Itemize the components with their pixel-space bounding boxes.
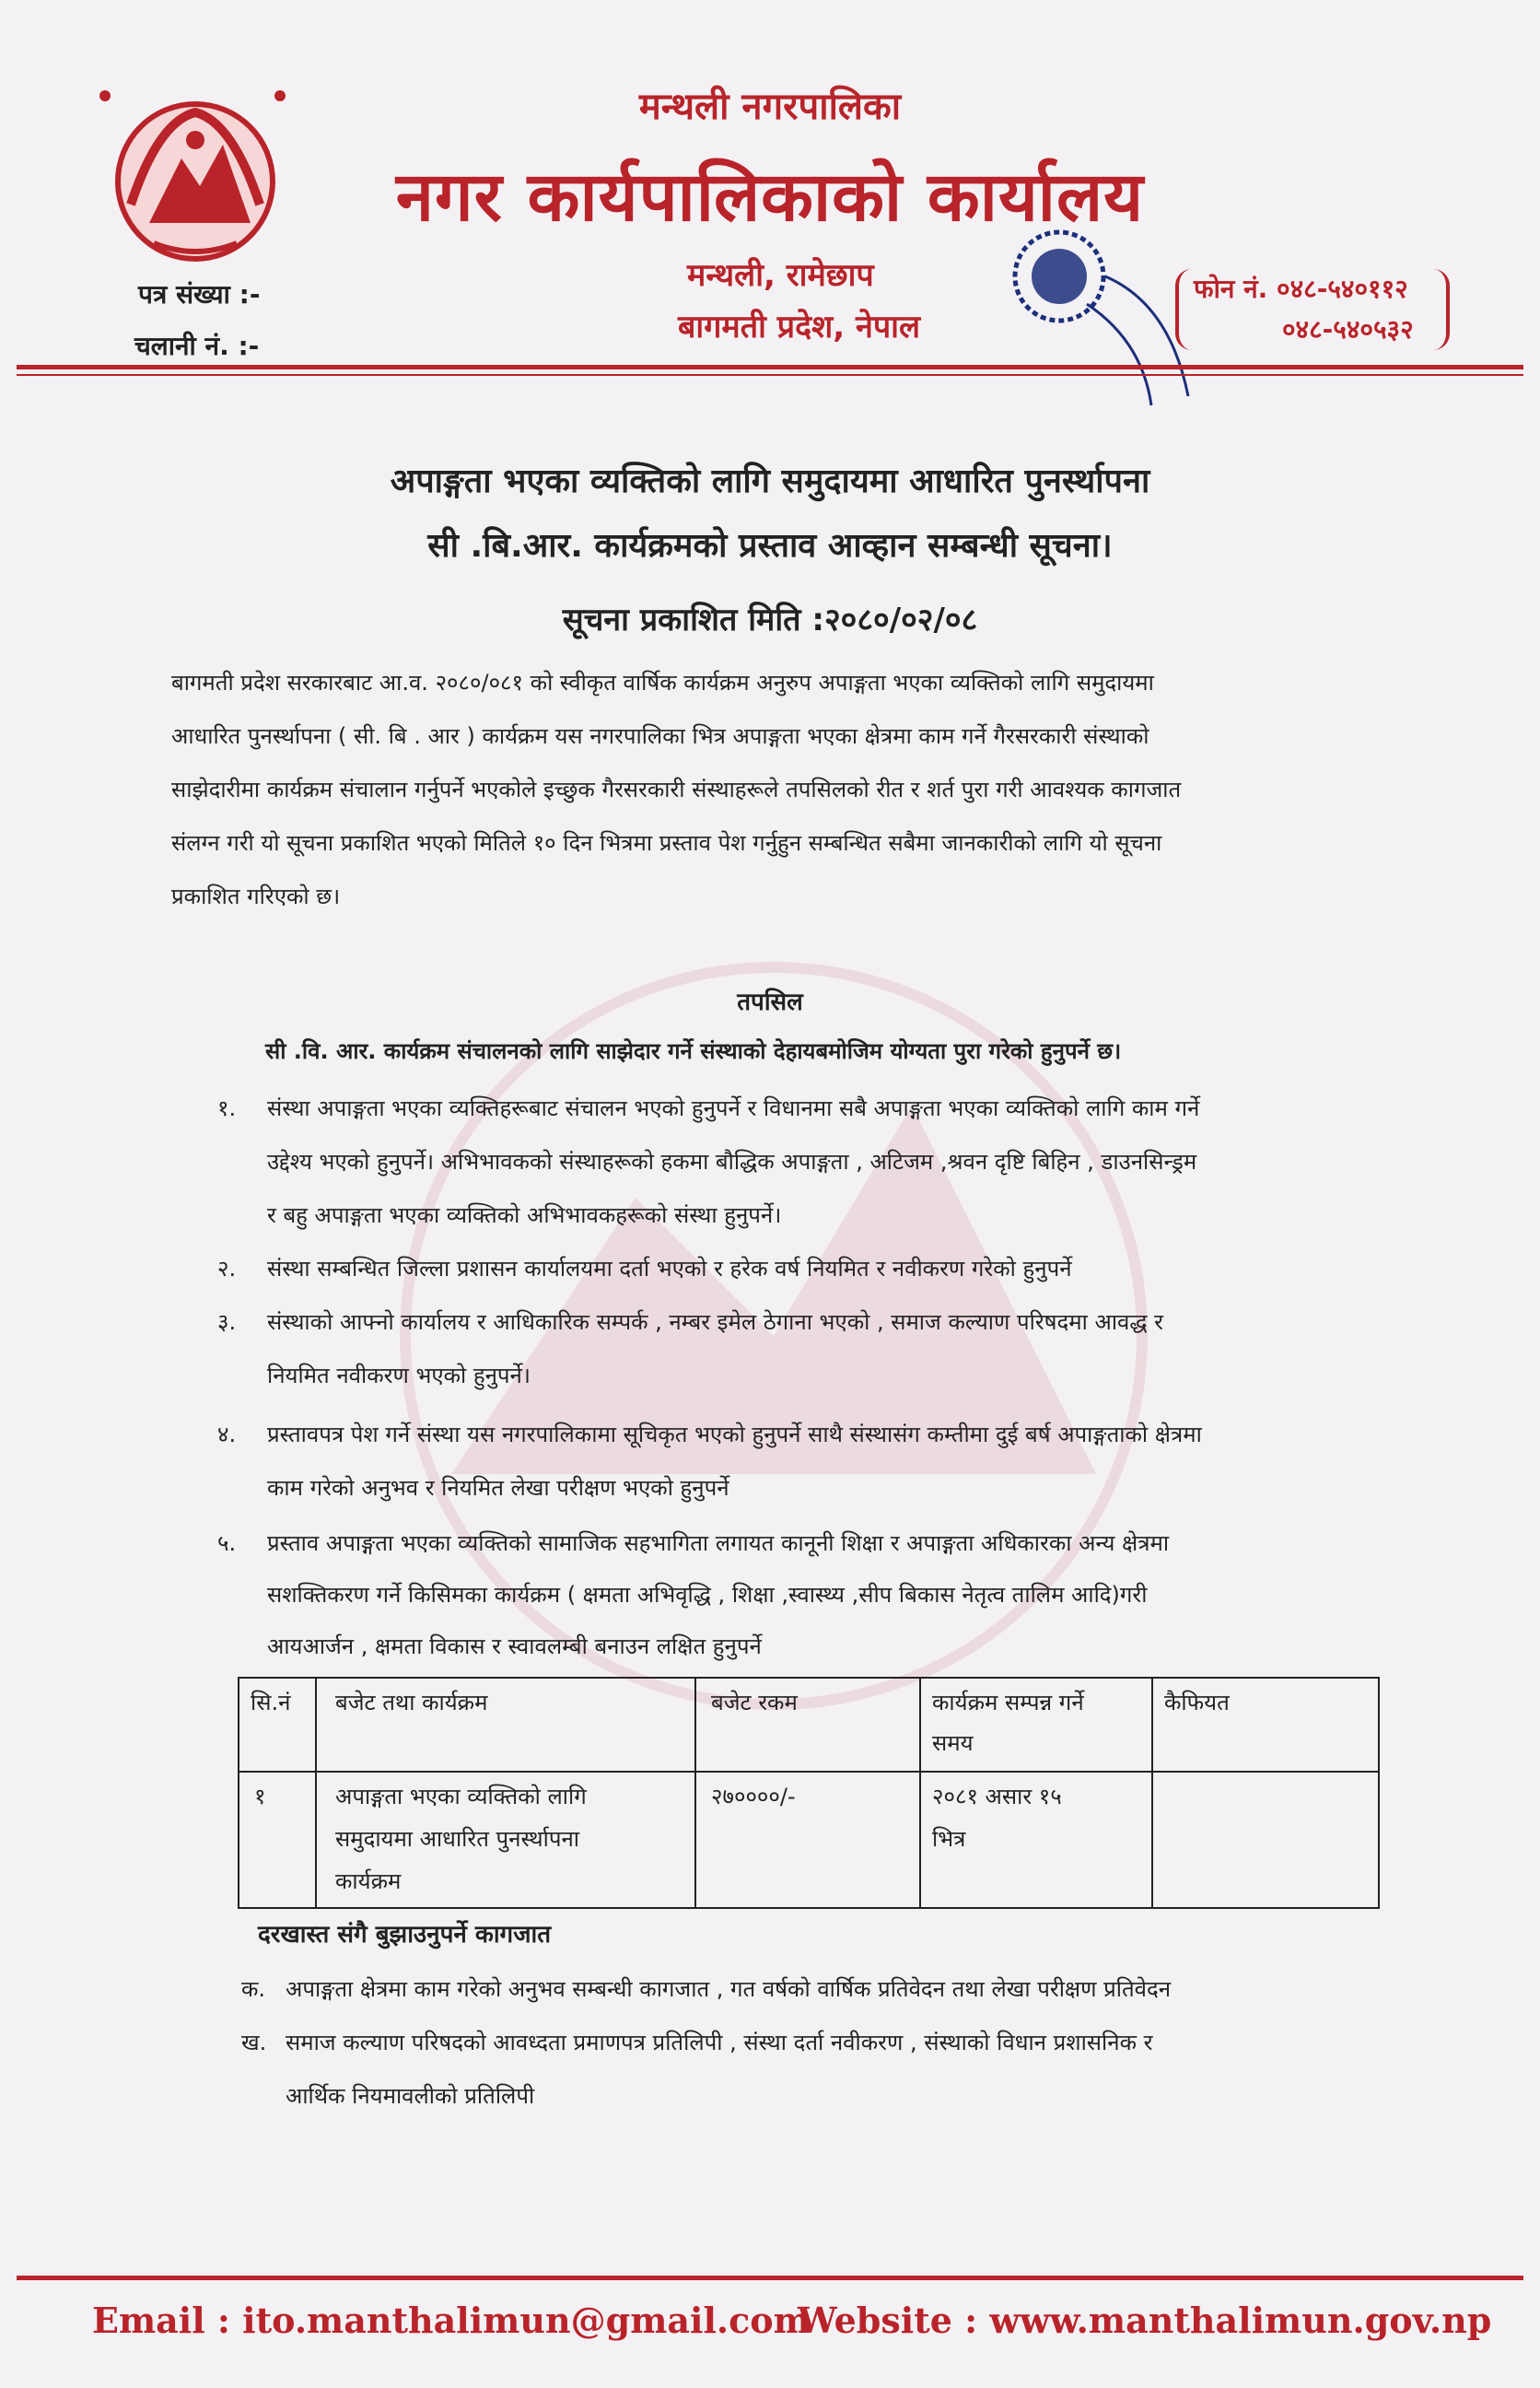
table-header-remarks: कैफियत xyxy=(1164,1690,1230,1715)
document-line: अपाङ्गता क्षेत्रमा काम गरेको अनुभव सम्बन्धी कागजात , गत वर्षको वार्षिक प्रतिवेदन तथा लेखा परीक्षण प्रतिवेदन xyxy=(286,1976,1172,2002)
phone-number: फोन नं. ०४८-५४०११२ xyxy=(1194,274,1408,304)
notice-title-line-1: अपाङ्गता भएका व्यक्तिको लागि समुदायमा आधारित पुनर्स्थापना xyxy=(390,462,1150,500)
table-divider xyxy=(694,1679,696,1907)
office-title: नगर कार्यपालिकाको कार्यालय xyxy=(395,158,1145,237)
item-line: प्रस्ताव अपाङ्गता भएका व्यक्तिको सामाजिक सहभागिता लगायत कानूनी शिक्षा र अपाङ्गता अधिकारका अन्य क्षेत्रमा xyxy=(267,1530,1170,1556)
item-line: प्रस्तावपत्र पेश गर्ने संस्था यस नगरपालिकामा सूचिकृत भएको हुनुपर्ने साथै संस्थासंग कम्तीमा दुई बर्ष अपाङ्गताको क्षेत्रमा xyxy=(267,1422,1202,1447)
item-number: ३. xyxy=(217,1309,237,1335)
item-number: १. xyxy=(217,1095,237,1121)
address-line-1: मन्थली, रामेछाप xyxy=(687,257,874,294)
footer-website[interactable]: Website : www.manthalimun.gov.np xyxy=(798,2300,1492,2341)
table-cell-sn: १ xyxy=(254,1784,266,1809)
notice-title-line-2: सी .बि.आर. कार्यक्रमको प्रस्ताव आव्हान सम्बन्धी सूचना। xyxy=(427,527,1113,565)
table-cell-completion: २०८१ असार १५ xyxy=(932,1784,1062,1809)
documents-heading: दरखास्त संगै बुझाउनुपर्ने कागजात xyxy=(258,1921,552,1949)
footer-rule xyxy=(17,2276,1523,2280)
header-rule-thin xyxy=(17,374,1523,376)
table-divider xyxy=(919,1679,921,1907)
item-line: संस्थाको आफ्नो कार्यालय र आधिकारिक सम्पर्क , नम्बर इमेल ठेगाना भएको , समाज कल्याण परिषदमा आवद्ध र xyxy=(267,1309,1163,1335)
details-subheading: सी .वि. आर. कार्यक्रम संचालनको लागि साझेदार गर्ने संस्थाको देहायबमोजिम योग्यता पुरा गरेको हुनुपर्ने छ। xyxy=(265,1038,1122,1064)
header-rule xyxy=(17,365,1523,369)
intro-line: आधारित पुनर्स्थापना ( सी. बि . आर ) कार्यक्रम यस नगरपालिका भित्र अपाङ्गता भएका क्षेत्रमा काम गर्ने गैरसरकारी संस्थाको xyxy=(171,723,1149,749)
table-header-completion: कार्यक्रम सम्पन्न गर्ने xyxy=(932,1690,1084,1715)
table-cell-amount: २७००००/- xyxy=(711,1784,796,1809)
table-header-program: बजेट तथा कार्यक्रम xyxy=(335,1690,488,1715)
item-line: सशक्तिकरण गर्ने किसिमका कार्यक्रम ( क्षमता अभिवृद्धि , शिक्षा ,स्वास्थ्य ,सीप बिकास नेतृत्व तालिम आदि)गरी xyxy=(267,1582,1148,1608)
document-label: क. xyxy=(241,1976,266,2002)
intro-line: साझेदारीमा कार्यक्रम संचालान गर्नुपर्ने भएकोले इच्छुक गैरसरकारी संस्थाहरूले तपसिलको रीत र शर्त पुरा गरी आवश्यक कागजात xyxy=(171,777,1182,802)
table-divider xyxy=(315,1679,317,1907)
budget-table xyxy=(238,1677,1380,1909)
intro-line: प्रकाशित गरिएको छ। xyxy=(171,884,341,909)
item-number: २. xyxy=(217,1256,237,1282)
table-divider xyxy=(239,1771,1378,1773)
table-cell-completion: भित्र xyxy=(932,1826,966,1852)
table-header-sn: सि.नं xyxy=(251,1690,291,1715)
dispatch-number-label: चलानी नं. :- xyxy=(134,331,260,361)
item-line: संस्था अपाङ्गता भएका व्यक्तिहरूबाट संचालन भएको हुनुपर्ने र विधानमा सबै अपाङ्गता भएका व्यक्तिको लागि काम गर्ने xyxy=(267,1095,1200,1121)
details-heading: तपसिल xyxy=(737,989,803,1016)
item-line: काम गरेको अनुभव र नियमित लेखा परीक्षण भएको हुनुपर्ने xyxy=(267,1475,729,1501)
document-line: समाज कल्याण परिषदको आवध्दता प्रमाणपत्र प्रतिलिपी , संस्था दर्ता नवीकरण , संस्थाको विधान प्रशासनिक र xyxy=(286,2030,1153,2055)
item-line: नियमित नवीकरण भएको हुनुपर्ने। xyxy=(267,1363,531,1388)
table-header-completion: समय xyxy=(932,1730,974,1756)
document-label: ख. xyxy=(241,2030,267,2055)
municipality-name: मन्थली नगरपालिका xyxy=(638,86,902,128)
item-line: उद्देश्य भएको हुनुपर्ने। अभिभावकको संस्थाहरूको हकमा बौद्धिक अपाङ्गता , अटिजम ,श्रवन दृष्टि बिहिन , डाउनसिन्ड्रम xyxy=(267,1149,1197,1175)
intro-line: बागमती प्रदेश सरकारबाट आ.व. २०८०/०८१ को स्वीकृत वार्षिक कार्यक्रम अनुरुप अपाङ्गता भएका व्यक्तिको लागि समुदायमा xyxy=(171,670,1154,696)
item-line: आयआर्जन , क्षमता विकास र स्वावलम्बी बनाउन लक्षित हुनुपर्ने xyxy=(267,1633,762,1659)
address-line-2: बागमती प्रदेश, नेपाल xyxy=(678,309,921,345)
table-divider xyxy=(1151,1679,1153,1907)
item-number: ४. xyxy=(217,1422,237,1447)
item-line: संस्था सम्बन्धित जिल्ला प्रशासन कार्यालयमा दर्ता भएको र हरेक वर्ष नियमित र नवीकरण गरेको हुनुपर्ने xyxy=(267,1256,1072,1282)
letter-number-label: पत्र संख्या :- xyxy=(138,279,261,310)
intro-line: संलग्न गरी यो सूचना प्रकाशित भएको मितिले १० दिन भित्रमा प्रस्ताव पेश गर्नुहुन सम्बन्धित सबैमा जानकारीको लागि यो सूचना xyxy=(171,830,1162,856)
table-cell-program: समुदायमा आधारित पुनर्स्थापना xyxy=(335,1826,580,1852)
document-line: आर्थिक नियमावलीको प्रतिलिपी xyxy=(286,2083,535,2109)
item-line: र बहु अपाङ्गता भएका व्यक्तिको अभिभावकहरूको संस्था हुनुपर्ने। xyxy=(267,1202,782,1228)
item-number: ५. xyxy=(217,1530,237,1556)
publication-date: सूचना प्रकाशित मिति :२०८०/०२/०८ xyxy=(562,602,978,638)
table-cell-program: कार्यक्रम xyxy=(335,1868,402,1894)
phone-number-alt: ०४८-५४०५३२ xyxy=(1282,314,1414,345)
footer-email[interactable]: Email : ito.manthalimun@gmail.com xyxy=(92,2300,811,2341)
table-header-amount: बजेट रकम xyxy=(711,1690,798,1715)
table-cell-program: अपाङ्गता भएका व्यक्तिको लागि xyxy=(335,1784,587,1809)
